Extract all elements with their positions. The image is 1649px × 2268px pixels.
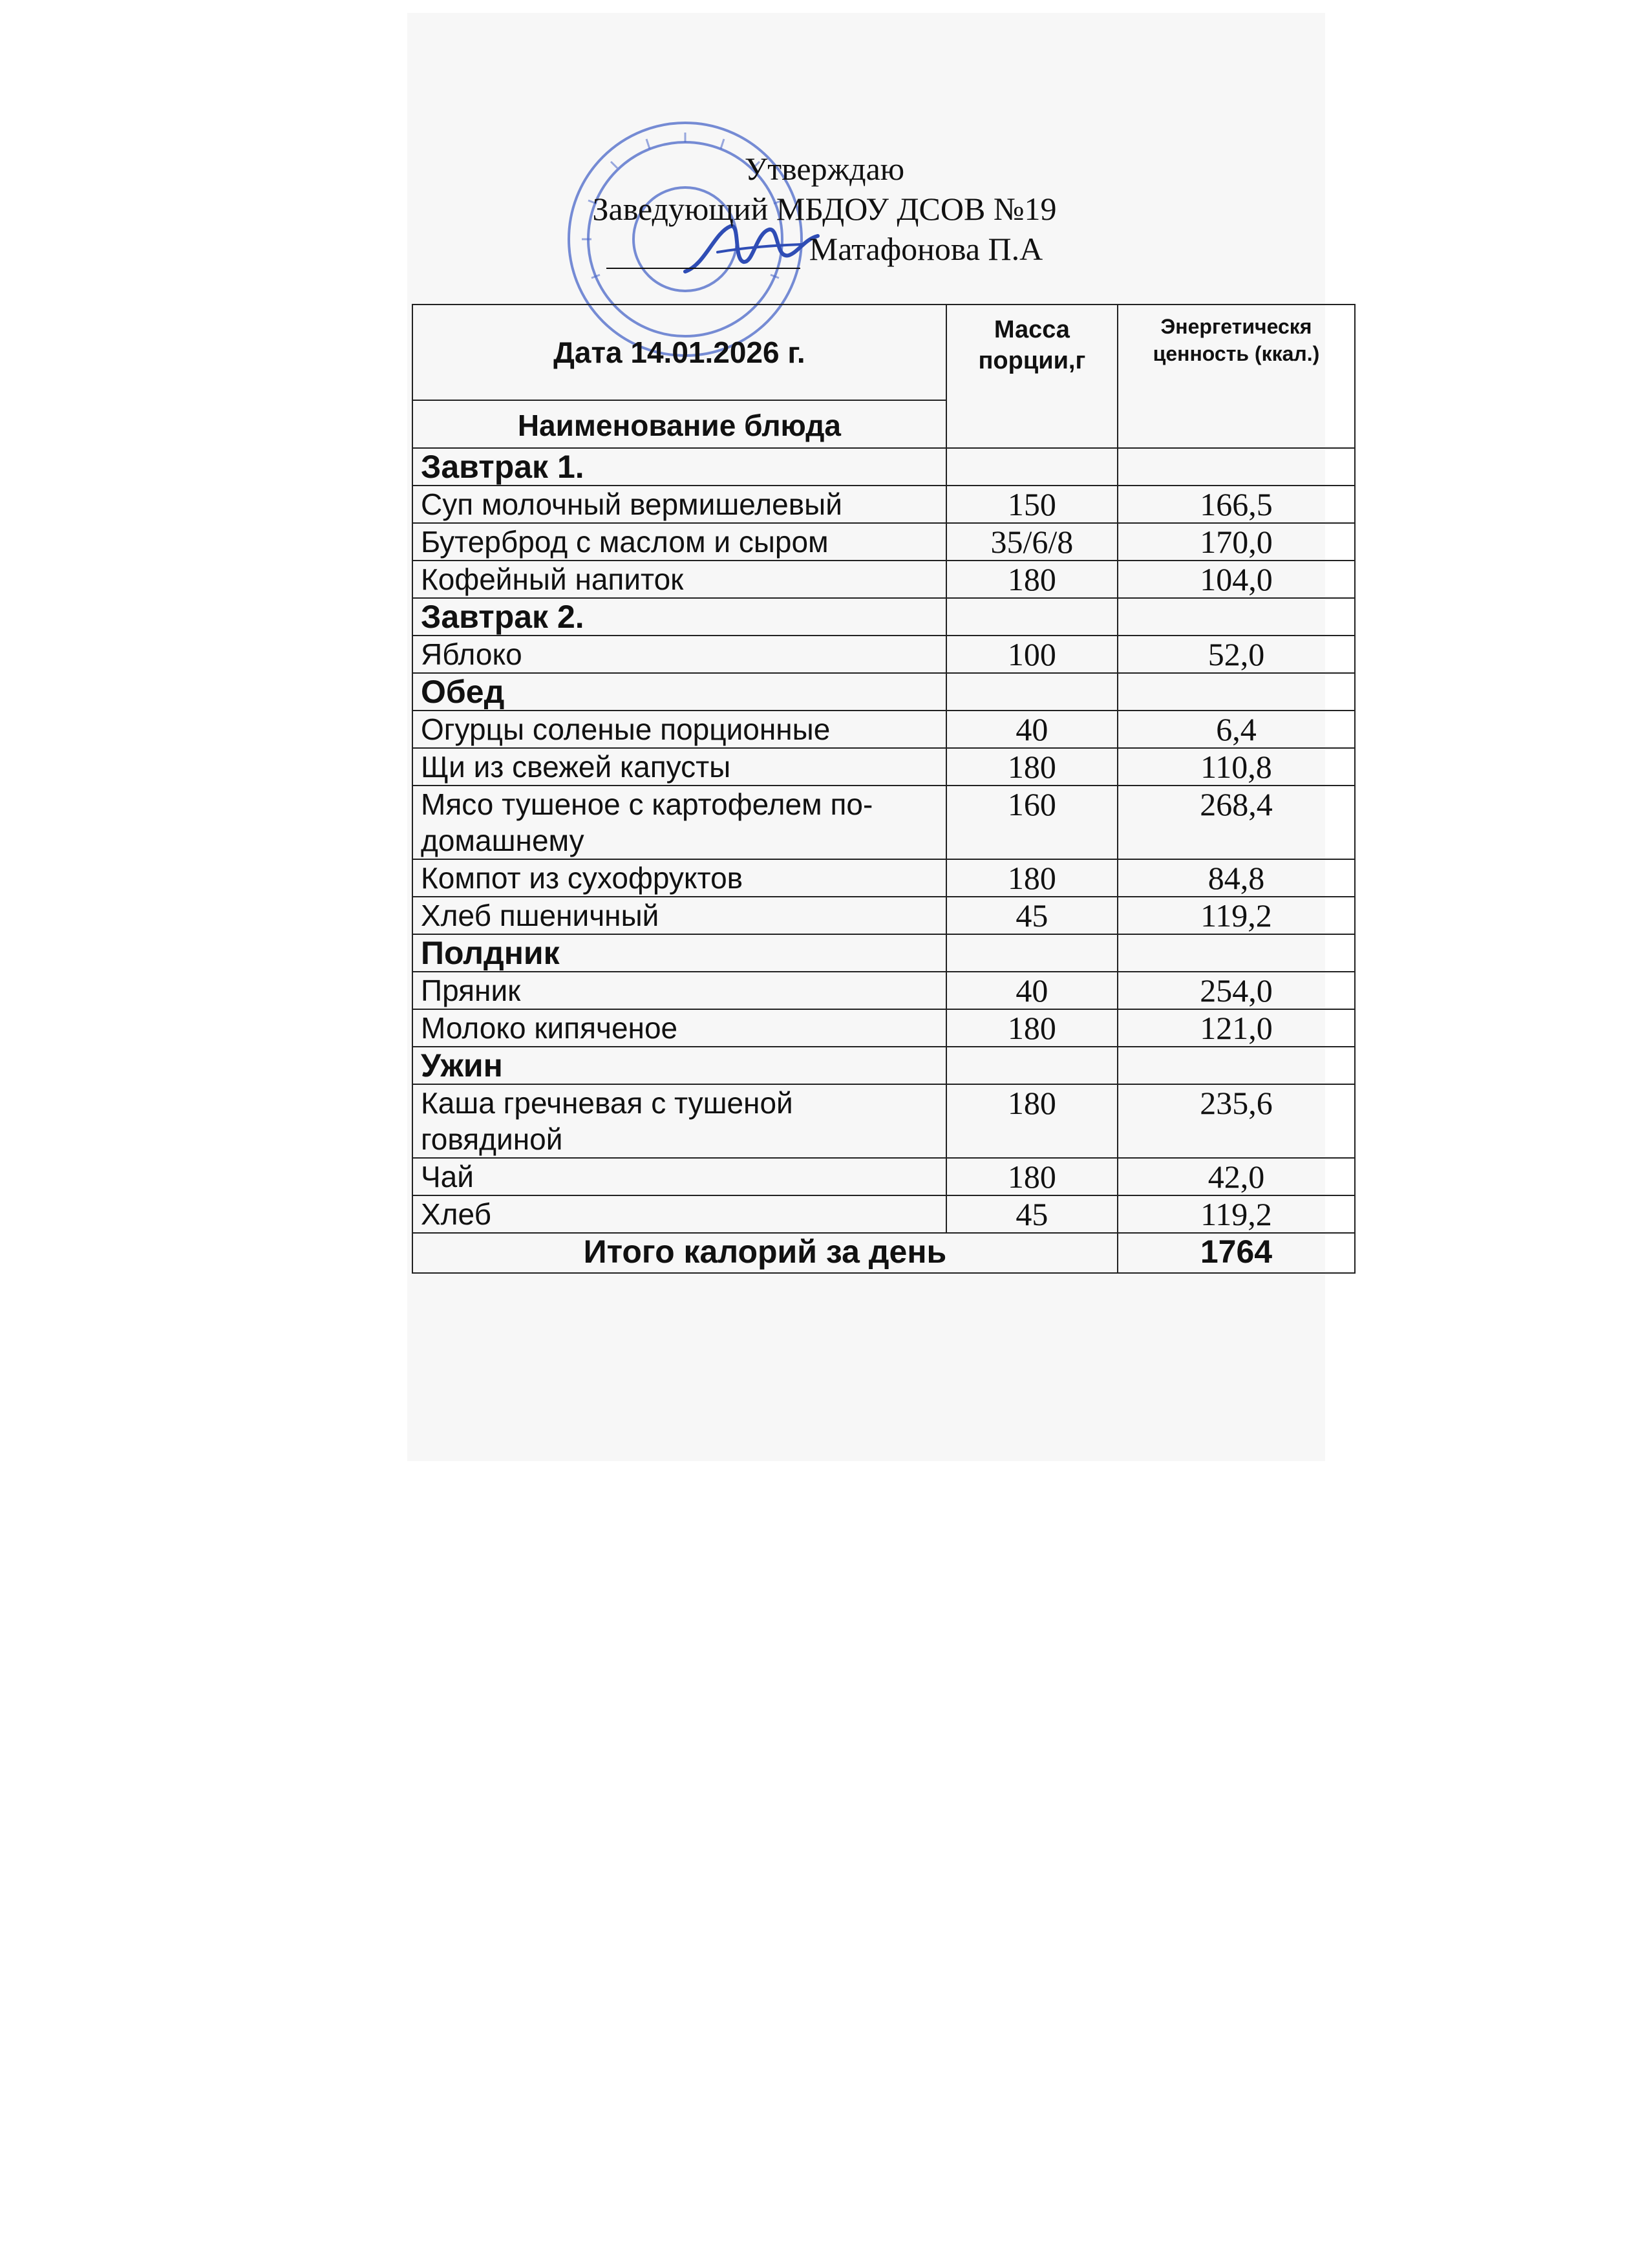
section-title: Обед (412, 673, 946, 711)
dish-kcal: 119,2 (1118, 1195, 1355, 1233)
total-value: 1764 (1118, 1233, 1355, 1273)
dish-mass: 45 (946, 897, 1118, 934)
dish-kcal: 6,4 (1118, 711, 1355, 748)
signature-line (0, 229, 1649, 269)
dish-row (412, 1158, 1355, 1195)
section-title: Ужин (412, 1047, 946, 1084)
dish-name: Щи из свежей капусты (412, 748, 946, 786)
dish-kcal: 254,0 (1118, 972, 1355, 1009)
dish-mass: 180 (946, 561, 1118, 598)
dish-name: Мясо тушеное с картофелем по-домашнему (412, 786, 946, 859)
dish-kcal: 119,2 (1118, 897, 1355, 934)
dish-mass: 40 (946, 972, 1118, 1009)
signature-underline (606, 268, 800, 269)
dish-name: Кофейный напиток (412, 561, 946, 598)
section-row (412, 673, 1355, 711)
section-empty-cell (1118, 673, 1355, 711)
approval-title: Утверждаю (744, 151, 905, 187)
dish-row (412, 859, 1355, 897)
date-label: Дата 14.01.2026 г. (412, 305, 946, 400)
dish-name: Чай (412, 1158, 946, 1195)
section-empty-cell (946, 448, 1118, 486)
approval-position: Заведующий МБДОУ ДСОВ №19 (592, 191, 1057, 227)
dish-name-header: Наименование блюда (412, 400, 946, 448)
dish-name: Хлеб пшеничный (412, 897, 946, 934)
dish-name: Бутерброд с маслом и сыром (412, 523, 946, 561)
section-title: Завтрак 2. (412, 598, 946, 636)
dish-mass: 40 (946, 711, 1118, 748)
dish-name: Пряник (412, 972, 946, 1009)
dish-kcal: 110,8 (1118, 748, 1355, 786)
dish-row (412, 786, 1355, 859)
dish-mass: 180 (946, 859, 1118, 897)
dish-row (412, 1195, 1355, 1233)
dish-row (412, 486, 1355, 523)
dish-name: Хлеб (412, 1195, 946, 1233)
section-row (412, 934, 1355, 972)
dish-mass: 100 (946, 636, 1118, 673)
approval-name: Матафонова П.А (809, 231, 1043, 267)
section-title: Завтрак 1. (412, 448, 946, 486)
dish-mass: 150 (946, 486, 1118, 523)
dish-name: Молоко кипяченое (412, 1009, 946, 1047)
dish-mass: 160 (946, 786, 1118, 859)
section-empty-cell (946, 1047, 1118, 1084)
dish-kcal: 42,0 (1118, 1158, 1355, 1195)
section-row (412, 1047, 1355, 1084)
dish-row (412, 897, 1355, 934)
total-label: Итого калорий за день (412, 1233, 1118, 1273)
dish-kcal: 166,5 (1118, 486, 1355, 523)
section-empty-cell (1118, 1047, 1355, 1084)
dish-row (412, 748, 1355, 786)
dish-name: Компот из сухофруктов (412, 859, 946, 897)
dish-kcal: 104,0 (1118, 561, 1355, 598)
mass-header: Масса порции,г (946, 305, 1118, 448)
section-row (412, 448, 1355, 486)
dish-kcal: 268,4 (1118, 786, 1355, 859)
dish-kcal: 84,8 (1118, 859, 1355, 897)
dish-mass: 180 (946, 1158, 1118, 1195)
dish-mass: 45 (946, 1195, 1118, 1233)
section-empty-cell (946, 598, 1118, 636)
dish-row (412, 1009, 1355, 1047)
section-empty-cell (946, 673, 1118, 711)
approval-block (0, 149, 1649, 269)
section-empty-cell (1118, 934, 1355, 972)
section-empty-cell (1118, 598, 1355, 636)
dish-row (412, 711, 1355, 748)
dish-row (412, 636, 1355, 673)
dish-mass: 35/6/8 (946, 523, 1118, 561)
dish-row (412, 523, 1355, 561)
section-empty-cell (1118, 448, 1355, 486)
dish-name: Каша гречневая с тушеной говядиной (412, 1084, 946, 1158)
section-title: Полдник (412, 934, 946, 972)
dish-name: Огурцы соленые порционные (412, 711, 946, 748)
dish-mass: 180 (946, 1009, 1118, 1047)
section-row (412, 598, 1355, 636)
menu-body (412, 448, 1355, 1233)
dish-row (412, 972, 1355, 1009)
dish-name: Суп молочный вермишелевый (412, 486, 946, 523)
energy-header: Энергетическя ценность (ккал.) (1118, 305, 1355, 448)
dish-name: Яблоко (412, 636, 946, 673)
dish-kcal: 121,0 (1118, 1009, 1355, 1047)
dish-kcal: 235,6 (1118, 1084, 1355, 1158)
dish-mass: 180 (946, 1084, 1118, 1158)
dish-kcal: 170,0 (1118, 523, 1355, 561)
total-row (412, 1233, 1355, 1273)
dish-row (412, 1084, 1355, 1158)
menu-table (412, 304, 1356, 1274)
dish-mass: 180 (946, 748, 1118, 786)
dish-row (412, 561, 1355, 598)
dish-kcal: 52,0 (1118, 636, 1355, 673)
section-empty-cell (946, 934, 1118, 972)
